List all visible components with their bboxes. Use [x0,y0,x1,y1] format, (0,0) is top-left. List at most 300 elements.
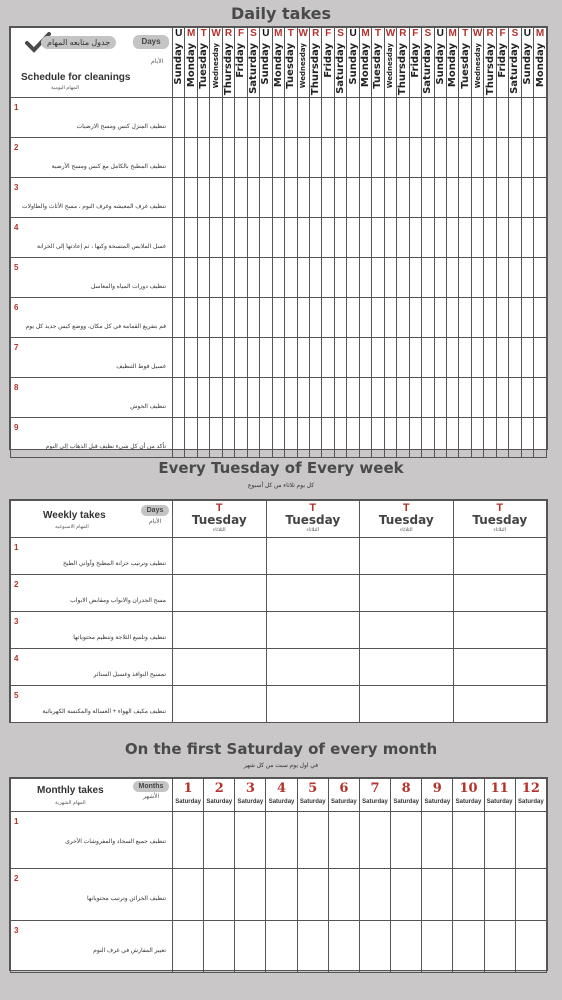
checkbox-cell[interactable] [334,258,346,298]
checkbox-cell[interactable] [285,138,297,178]
checkbox-cell[interactable] [359,338,371,378]
checkbox-cell[interactable] [459,378,471,418]
checkbox-cell[interactable] [173,649,267,686]
checkbox-cell[interactable] [453,869,484,921]
checkbox-cell[interactable] [484,869,515,921]
checkbox-cell[interactable] [534,338,547,378]
checkbox-cell[interactable] [322,378,334,418]
checkbox-cell[interactable] [434,218,446,258]
checkbox-cell[interactable] [509,338,521,378]
checkbox-cell[interactable] [185,138,197,178]
checkbox-cell[interactable] [359,98,371,138]
checkbox-cell[interactable] [384,338,396,378]
checkbox-cell[interactable] [334,298,346,338]
checkbox-cell[interactable] [397,378,409,418]
checkbox-cell[interactable] [359,378,371,418]
checkbox-cell[interactable] [409,138,421,178]
checkbox-cell[interactable] [409,338,421,378]
checkbox-cell[interactable] [222,98,234,138]
checkbox-cell[interactable] [285,338,297,378]
checkbox-cell[interactable] [272,298,284,338]
checkbox-cell[interactable] [297,378,309,418]
checkbox-cell[interactable] [173,98,185,138]
checkbox-cell[interactable] [210,258,222,298]
checkbox-cell[interactable] [471,418,483,458]
checkbox-cell[interactable] [534,258,547,298]
checkbox-cell[interactable] [272,378,284,418]
checkbox-cell[interactable] [210,298,222,338]
checkbox-cell[interactable] [235,418,247,458]
checkbox-cell[interactable] [471,178,483,218]
checkbox-cell[interactable] [521,418,533,458]
checkbox-cell[interactable] [247,258,259,298]
checkbox-cell[interactable] [173,686,267,723]
checkbox-cell[interactable] [260,138,272,178]
checkbox-cell[interactable] [534,218,547,258]
checkbox-cell[interactable] [247,298,259,338]
checkbox-cell[interactable] [222,338,234,378]
checkbox-cell[interactable] [197,218,209,258]
checkbox-cell[interactable] [285,178,297,218]
checkbox-cell[interactable] [534,98,547,138]
checkbox-cell[interactable] [347,338,359,378]
checkbox-cell[interactable] [384,258,396,298]
checkbox-cell[interactable] [285,258,297,298]
checkbox-cell[interactable] [322,178,334,218]
checkbox-cell[interactable] [322,258,334,298]
checkbox-cell[interactable] [235,378,247,418]
checkbox-cell[interactable] [235,258,247,298]
checkbox-cell[interactable] [247,98,259,138]
checkbox-cell[interactable] [422,218,434,258]
checkbox-cell[interactable] [484,98,496,138]
checkbox-cell[interactable] [222,378,234,418]
checkbox-cell[interactable] [173,338,185,378]
checkbox-cell[interactable] [372,138,384,178]
checkbox-cell[interactable] [409,378,421,418]
checkbox-cell[interactable] [384,298,396,338]
checkbox-cell[interactable] [459,338,471,378]
checkbox-cell[interactable] [309,378,321,418]
checkbox-cell[interactable] [397,138,409,178]
checkbox-cell[interactable] [322,218,334,258]
checkbox-cell[interactable] [515,921,546,973]
checkbox-cell[interactable] [173,612,267,649]
checkbox-cell[interactable] [235,178,247,218]
checkbox-cell[interactable] [297,418,309,458]
checkbox-cell[interactable] [197,418,209,458]
checkbox-cell[interactable] [534,178,547,218]
checkbox-cell[interactable] [515,812,546,869]
checkbox-cell[interactable] [397,218,409,258]
checkbox-cell[interactable] [266,812,297,869]
checkbox-cell[interactable] [347,378,359,418]
checkbox-cell[interactable] [484,178,496,218]
checkbox-cell[interactable] [534,378,547,418]
checkbox-cell[interactable] [272,218,284,258]
checkbox-cell[interactable] [360,649,454,686]
checkbox-cell[interactable] [484,298,496,338]
checkbox-cell[interactable] [272,178,284,218]
checkbox-cell[interactable] [384,98,396,138]
checkbox-cell[interactable] [266,538,360,575]
checkbox-cell[interactable] [210,418,222,458]
checkbox-cell[interactable] [397,98,409,138]
checkbox-cell[interactable] [285,218,297,258]
checkbox-cell[interactable] [446,378,458,418]
checkbox-cell[interactable] [185,178,197,218]
checkbox-cell[interactable] [372,98,384,138]
checkbox-cell[interactable] [397,178,409,218]
checkbox-cell[interactable] [422,338,434,378]
checkbox-cell[interactable] [446,218,458,258]
checkbox-cell[interactable] [210,218,222,258]
checkbox-cell[interactable] [471,338,483,378]
checkbox-cell[interactable] [309,258,321,298]
checkbox-cell[interactable] [409,298,421,338]
checkbox-cell[interactable] [173,138,185,178]
checkbox-cell[interactable] [422,98,434,138]
checkbox-cell[interactable] [173,258,185,298]
checkbox-cell[interactable] [185,338,197,378]
checkbox-cell[interactable] [471,298,483,338]
checkbox-cell[interactable] [372,378,384,418]
checkbox-cell[interactable] [235,218,247,258]
checkbox-cell[interactable] [328,869,359,921]
checkbox-cell[interactable] [384,378,396,418]
checkbox-cell[interactable] [496,258,508,298]
checkbox-cell[interactable] [484,378,496,418]
checkbox-cell[interactable] [422,869,453,921]
checkbox-cell[interactable] [422,812,453,869]
checkbox-cell[interactable] [185,218,197,258]
checkbox-cell[interactable] [521,178,533,218]
checkbox-cell[interactable] [446,98,458,138]
checkbox-cell[interactable] [297,258,309,298]
checkbox-cell[interactable] [222,138,234,178]
checkbox-cell[interactable] [521,338,533,378]
checkbox-cell[interactable] [434,138,446,178]
checkbox-cell[interactable] [446,298,458,338]
checkbox-cell[interactable] [471,258,483,298]
checkbox-cell[interactable] [446,418,458,458]
checkbox-cell[interactable] [347,178,359,218]
checkbox-cell[interactable] [384,418,396,458]
checkbox-cell[interactable] [422,258,434,298]
checkbox-cell[interactable] [173,921,204,973]
checkbox-cell[interactable] [496,178,508,218]
checkbox-cell[interactable] [297,98,309,138]
checkbox-cell[interactable] [360,575,454,612]
checkbox-cell[interactable] [297,338,309,378]
checkbox-cell[interactable] [384,218,396,258]
checkbox-cell[interactable] [222,298,234,338]
checkbox-cell[interactable] [521,98,533,138]
checkbox-cell[interactable] [496,418,508,458]
checkbox-cell[interactable] [260,338,272,378]
checkbox-cell[interactable] [235,298,247,338]
checkbox-cell[interactable] [521,378,533,418]
checkbox-cell[interactable] [260,418,272,458]
checkbox-cell[interactable] [222,178,234,218]
checkbox-cell[interactable] [409,178,421,218]
checkbox-cell[interactable] [210,98,222,138]
checkbox-cell[interactable] [197,298,209,338]
checkbox-cell[interactable] [446,338,458,378]
checkbox-cell[interactable] [297,138,309,178]
checkbox-cell[interactable] [272,418,284,458]
checkbox-cell[interactable] [185,258,197,298]
checkbox-cell[interactable] [266,575,360,612]
checkbox-cell[interactable] [334,138,346,178]
checkbox-cell[interactable] [197,178,209,218]
checkbox-cell[interactable] [222,418,234,458]
checkbox-cell[interactable] [260,378,272,418]
checkbox-cell[interactable] [297,178,309,218]
checkbox-cell[interactable] [297,812,328,869]
checkbox-cell[interactable] [360,612,454,649]
checkbox-cell[interactable] [484,812,515,869]
checkbox-cell[interactable] [391,921,422,973]
checkbox-cell[interactable] [397,418,409,458]
checkbox-cell[interactable] [347,98,359,138]
checkbox-cell[interactable] [521,258,533,298]
checkbox-cell[interactable] [334,218,346,258]
checkbox-cell[interactable] [334,418,346,458]
checkbox-cell[interactable] [266,869,297,921]
checkbox-cell[interactable] [197,338,209,378]
checkbox-cell[interactable] [484,258,496,298]
checkbox-cell[interactable] [422,378,434,418]
checkbox-cell[interactable] [359,298,371,338]
checkbox-cell[interactable] [409,258,421,298]
checkbox-cell[interactable] [222,258,234,298]
checkbox-cell[interactable] [359,869,390,921]
checkbox-cell[interactable] [397,298,409,338]
checkbox-cell[interactable] [334,338,346,378]
checkbox-cell[interactable] [484,338,496,378]
checkbox-cell[interactable] [471,138,483,178]
checkbox-cell[interactable] [334,178,346,218]
checkbox-cell[interactable] [496,218,508,258]
checkbox-cell[interactable] [272,258,284,298]
checkbox-cell[interactable] [384,138,396,178]
checkbox-cell[interactable] [434,298,446,338]
checkbox-cell[interactable] [347,218,359,258]
checkbox-cell[interactable] [309,338,321,378]
checkbox-cell[interactable] [197,98,209,138]
checkbox-cell[interactable] [422,178,434,218]
checkbox-cell[interactable] [247,178,259,218]
checkbox-cell[interactable] [260,218,272,258]
checkbox-cell[interactable] [173,418,185,458]
checkbox-cell[interactable] [496,98,508,138]
checkbox-cell[interactable] [322,98,334,138]
checkbox-cell[interactable] [173,178,185,218]
checkbox-cell[interactable] [509,218,521,258]
checkbox-cell[interactable] [322,418,334,458]
checkbox-cell[interactable] [509,178,521,218]
checkbox-cell[interactable] [328,921,359,973]
checkbox-cell[interactable] [459,218,471,258]
checkbox-cell[interactable] [197,138,209,178]
checkbox-cell[interactable] [322,298,334,338]
checkbox-cell[interactable] [372,178,384,218]
checkbox-cell[interactable] [285,98,297,138]
checkbox-cell[interactable] [484,921,515,973]
checkbox-cell[interactable] [173,218,185,258]
checkbox-cell[interactable] [185,378,197,418]
checkbox-cell[interactable] [471,98,483,138]
checkbox-cell[interactable] [235,921,266,973]
checkbox-cell[interactable] [359,178,371,218]
checkbox-cell[interactable] [309,418,321,458]
checkbox-cell[interactable] [359,418,371,458]
checkbox-cell[interactable] [309,178,321,218]
checkbox-cell[interactable] [247,218,259,258]
checkbox-cell[interactable] [247,338,259,378]
checkbox-cell[interactable] [521,218,533,258]
checkbox-cell[interactable] [459,418,471,458]
checkbox-cell[interactable] [328,812,359,869]
checkbox-cell[interactable] [204,869,235,921]
checkbox-cell[interactable] [322,138,334,178]
checkbox-cell[interactable] [409,98,421,138]
checkbox-cell[interactable] [297,921,328,973]
checkbox-cell[interactable] [446,138,458,178]
checkbox-cell[interactable] [446,258,458,298]
checkbox-cell[interactable] [197,258,209,298]
checkbox-cell[interactable] [453,921,484,973]
checkbox-cell[interactable] [434,258,446,298]
checkbox-cell[interactable] [484,218,496,258]
checkbox-cell[interactable] [272,98,284,138]
checkbox-cell[interactable] [434,418,446,458]
checkbox-cell[interactable] [359,812,390,869]
checkbox-cell[interactable] [534,138,547,178]
checkbox-cell[interactable] [185,418,197,458]
checkbox-cell[interactable] [372,338,384,378]
checkbox-cell[interactable] [285,378,297,418]
checkbox-cell[interactable] [484,418,496,458]
checkbox-cell[interactable] [459,178,471,218]
checkbox-cell[interactable] [210,378,222,418]
checkbox-cell[interactable] [496,298,508,338]
checkbox-cell[interactable] [197,378,209,418]
checkbox-cell[interactable] [409,418,421,458]
checkbox-cell[interactable] [397,338,409,378]
checkbox-cell[interactable] [210,178,222,218]
checkbox-cell[interactable] [422,921,453,973]
checkbox-cell[interactable] [434,338,446,378]
checkbox-cell[interactable] [185,298,197,338]
checkbox-cell[interactable] [434,98,446,138]
checkbox-cell[interactable] [509,138,521,178]
checkbox-cell[interactable] [266,686,360,723]
checkbox-cell[interactable] [397,258,409,298]
checkbox-cell[interactable] [173,538,267,575]
checkbox-cell[interactable] [334,98,346,138]
checkbox-cell[interactable] [459,298,471,338]
checkbox-cell[interactable] [204,921,235,973]
checkbox-cell[interactable] [453,686,547,723]
checkbox-cell[interactable] [372,418,384,458]
checkbox-cell[interactable] [235,812,266,869]
checkbox-cell[interactable] [496,338,508,378]
checkbox-cell[interactable] [266,612,360,649]
checkbox-cell[interactable] [222,218,234,258]
checkbox-cell[interactable] [272,138,284,178]
checkbox-cell[interactable] [471,218,483,258]
checkbox-cell[interactable] [534,418,547,458]
checkbox-cell[interactable] [247,418,259,458]
checkbox-cell[interactable] [453,649,547,686]
checkbox-cell[interactable] [453,812,484,869]
checkbox-cell[interactable] [247,138,259,178]
checkbox-cell[interactable] [266,921,297,973]
checkbox-cell[interactable] [347,138,359,178]
checkbox-cell[interactable] [266,649,360,686]
checkbox-cell[interactable] [453,538,547,575]
checkbox-cell[interactable] [509,418,521,458]
checkbox-cell[interactable] [210,138,222,178]
checkbox-cell[interactable] [347,258,359,298]
checkbox-cell[interactable] [359,138,371,178]
checkbox-cell[interactable] [391,869,422,921]
checkbox-cell[interactable] [453,612,547,649]
checkbox-cell[interactable] [260,98,272,138]
checkbox-cell[interactable] [173,575,267,612]
checkbox-cell[interactable] [285,418,297,458]
checkbox-cell[interactable] [360,538,454,575]
checkbox-cell[interactable] [334,378,346,418]
checkbox-cell[interactable] [235,98,247,138]
checkbox-cell[interactable] [173,869,204,921]
checkbox-cell[interactable] [173,378,185,418]
checkbox-cell[interactable] [260,178,272,218]
checkbox-cell[interactable] [422,298,434,338]
checkbox-cell[interactable] [434,178,446,218]
checkbox-cell[interactable] [322,338,334,378]
checkbox-cell[interactable] [309,138,321,178]
checkbox-cell[interactable] [359,258,371,298]
checkbox-cell[interactable] [347,298,359,338]
checkbox-cell[interactable] [422,138,434,178]
checkbox-cell[interactable] [235,138,247,178]
checkbox-cell[interactable] [285,298,297,338]
checkbox-cell[interactable] [459,258,471,298]
checkbox-cell[interactable] [409,218,421,258]
checkbox-cell[interactable] [509,298,521,338]
checkbox-cell[interactable] [204,812,235,869]
checkbox-cell[interactable] [210,338,222,378]
checkbox-cell[interactable] [297,869,328,921]
checkbox-cell[interactable] [372,218,384,258]
checkbox-cell[interactable] [534,298,547,338]
checkbox-cell[interactable] [359,921,390,973]
checkbox-cell[interactable] [471,378,483,418]
checkbox-cell[interactable] [509,98,521,138]
checkbox-cell[interactable] [297,218,309,258]
checkbox-cell[interactable] [173,298,185,338]
checkbox-cell[interactable] [509,258,521,298]
checkbox-cell[interactable] [422,418,434,458]
checkbox-cell[interactable] [434,378,446,418]
checkbox-cell[interactable] [391,812,422,869]
checkbox-cell[interactable] [521,298,533,338]
checkbox-cell[interactable] [309,298,321,338]
checkbox-cell[interactable] [260,298,272,338]
